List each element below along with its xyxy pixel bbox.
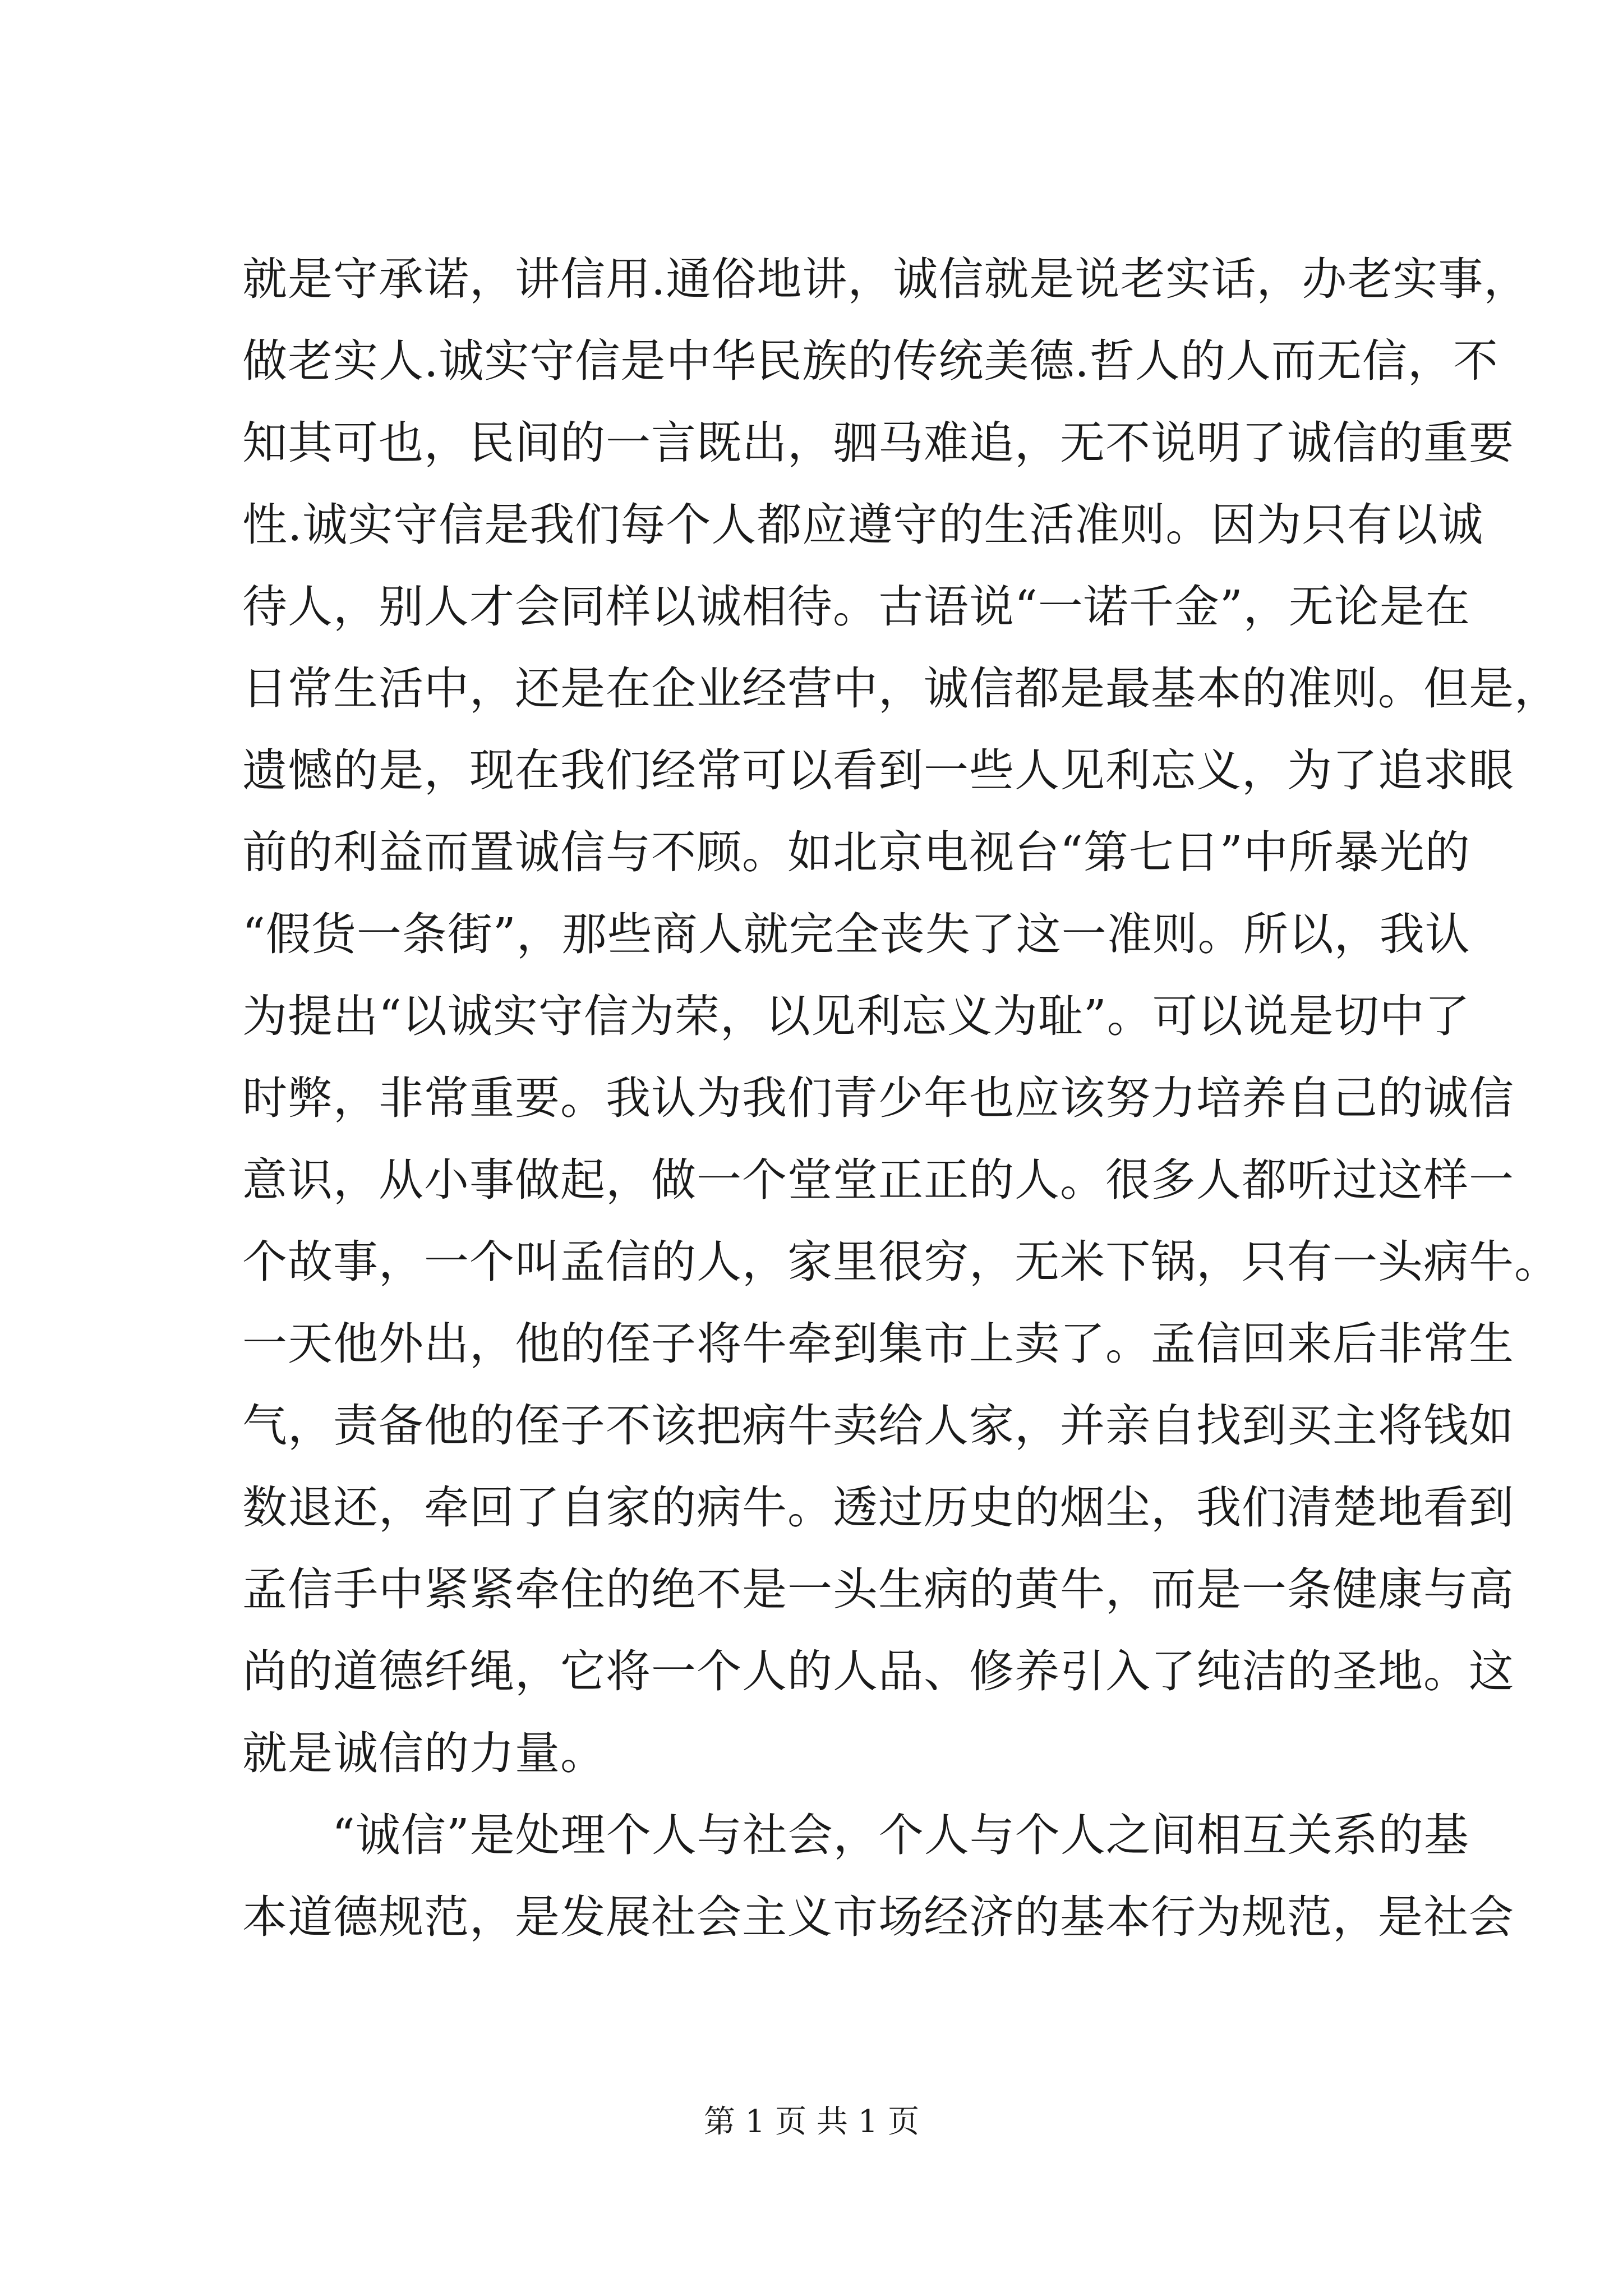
page-footer: 第 1 页 共 1 页	[703, 2104, 920, 2140]
text-line: 性.诚实守信是我们每个人都应遵守的生活准则。因为只有以诚	[242, 499, 1484, 551]
text-line: 遗憾的是，现在我们经常可以看到一些人见利忘义，为了追求眼	[242, 744, 1514, 797]
text-line: 一天他外出，他的侄子将牛牵到集市上卖了。孟信回来后非常生	[242, 1318, 1514, 1370]
text-line: 本道德规范，是发展社会主义市场经济的基本行为规范，是社会	[242, 1891, 1514, 1943]
text-line: 数退还，牵回了自家的病牛。透过历史的烟尘，我们清楚地看到	[242, 1481, 1514, 1534]
paragraph	[242, 1795, 1514, 1958]
text-line: 尚的道德纤绳，它将一个人的人品、修养引入了纯洁的圣地。这	[242, 1645, 1514, 1697]
text-line: 就是诚信的力量。	[242, 1727, 606, 1779]
text-line: “诚信”是处理个人与社会，个人与个人之间相互关系的基	[332, 1809, 1469, 1861]
text-line: 做老实人.诚实守信是中华民族的传统美德.哲人的人而无信，不	[242, 335, 1498, 387]
text-line: 时弊，非常重要。我认为我们青少年也应该努力培养自己的诚信	[242, 1072, 1514, 1124]
text-line: 气，责备他的侄子不该把病牛卖给人家，并亲自找到买主将钱如	[242, 1400, 1514, 1452]
text-line: 就是守承诺，讲信用.通俗地讲，诚信就是说老实话，办老实事，	[242, 253, 1529, 305]
text-line: 孟信手中紧紧牵住的绝不是一头生病的黄牛，而是一条健康与高	[242, 1563, 1514, 1616]
paragraph	[242, 238, 1560, 1795]
text-line: 知其可也，民间的一言既出，驷马难追，无不说明了诚信的重要	[242, 417, 1514, 469]
text-line: “假货一条街”，那些商人就完全丧失了这一准则。所以，我认	[242, 908, 1470, 960]
text-line: 个故事，一个叫孟信的人，家里很穷，无米下锅，只有一头病牛。	[242, 1236, 1560, 1288]
text-line: 待人，别人才会同样以诚相待。古语说“一诺千金”，无论是在	[242, 581, 1470, 633]
text-line: 前的利益而置诚信与不顾。如北京电视台“第七日”中所暴光的	[242, 826, 1470, 878]
text-line: 为提出“以诚实守信为荣，以见利忘义为耻”。可以说是切中了	[242, 990, 1470, 1042]
document-body	[242, 238, 1560, 1958]
text-line: 意识，从小事做起，做一个堂堂正正的人。很多人都听过这样一	[242, 1154, 1514, 1206]
text-line: 日常生活中，还是在企业经营中，诚信都是最基本的准则。但是，	[242, 662, 1560, 715]
